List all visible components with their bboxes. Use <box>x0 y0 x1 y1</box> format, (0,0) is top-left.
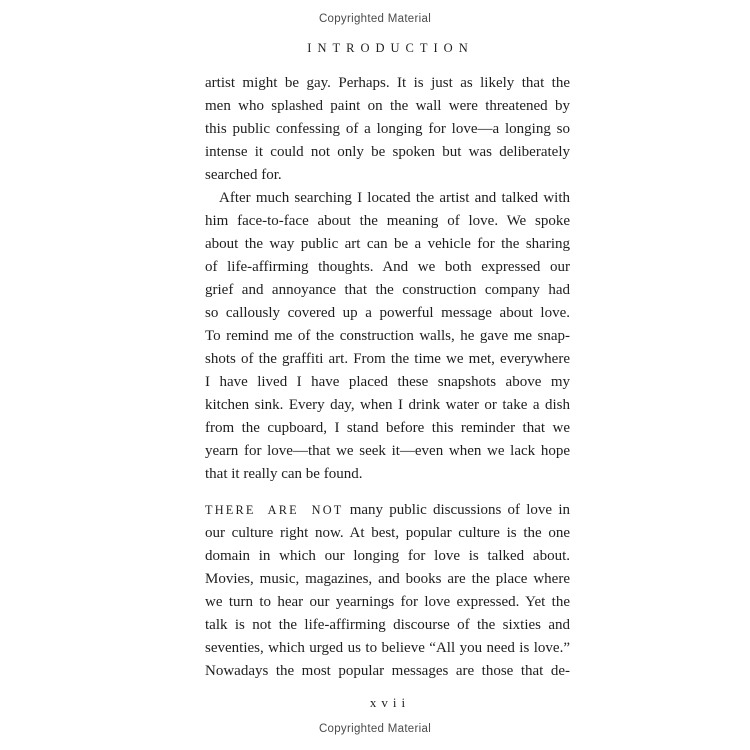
text-line: him face-to-face about the meaning of love. We spoke <box>205 213 570 229</box>
small-caps-lead: THERE ARE NOT <box>205 503 344 517</box>
text-line: about the way public art can be a vehicle for the sharing <box>205 236 570 252</box>
text-line: seventies, which urged us to believe “All you need is love.” <box>205 640 570 656</box>
text-line: so callously covered up a powerful message about love. <box>205 305 570 321</box>
text-line: To remind me of the construction walls, he gave me snap- <box>205 328 570 344</box>
text-line: searched for. <box>205 167 282 183</box>
body-text <box>205 72 570 683</box>
section-title: INTRODUCTION <box>307 41 474 55</box>
text-line: kitchen sink. Every day, when I drink water or take a dish <box>205 397 570 413</box>
text-line: this public confessing of a longing for love—a longing so <box>205 121 570 137</box>
text-line: from the cupboard, I stand before this reminder that we <box>205 420 570 436</box>
text-line: shots of the graffiti art. From the time we met, everywhere <box>205 351 570 367</box>
text-line: domain in which our longing for love is talked about. <box>205 548 570 564</box>
text-line: of life-affirming thoughts. And we both expressed our <box>205 259 570 275</box>
text-line: talk is not the life-affirming discourse of the sixties and <box>205 617 570 633</box>
text-line: that it really can be found. <box>205 466 363 482</box>
text-line: intense it could not only be spoken but was deliberately <box>205 144 570 160</box>
text-line: I have lived I have placed these snapshots above my <box>205 374 570 390</box>
text-line: Movies, music, magazines, and books are the place where <box>205 571 570 587</box>
text-line: artist might be gay. Perhaps. It is just as likely that the <box>205 75 570 91</box>
text-line: men who splashed paint on the wall were threatened by <box>205 98 570 114</box>
text-line: we turn to hear our yearnings for love expressed. Yet the <box>205 594 570 610</box>
paragraph <box>205 72 570 187</box>
paragraph <box>205 187 570 486</box>
text-line: grief and annoyance that the construction company had <box>205 282 570 298</box>
text-line: After much searching I located the artist and talked with <box>219 190 570 206</box>
bottom-copyright-label: Copyrighted Material <box>318 723 432 735</box>
top-copyright-label: Copyrighted Material <box>318 13 432 25</box>
text-line: THERE ARE NOT many public discussions of love in <box>205 502 570 518</box>
text-line: our culture right now. At best, popular culture is the one <box>205 525 570 541</box>
text-line: yearn for love—that we seek it—even when we lack hope <box>205 443 570 459</box>
paragraph <box>205 499 570 683</box>
text-line: Nowadays the most popular messages are those that de- <box>205 663 570 679</box>
page-number: xvii <box>369 695 411 710</box>
